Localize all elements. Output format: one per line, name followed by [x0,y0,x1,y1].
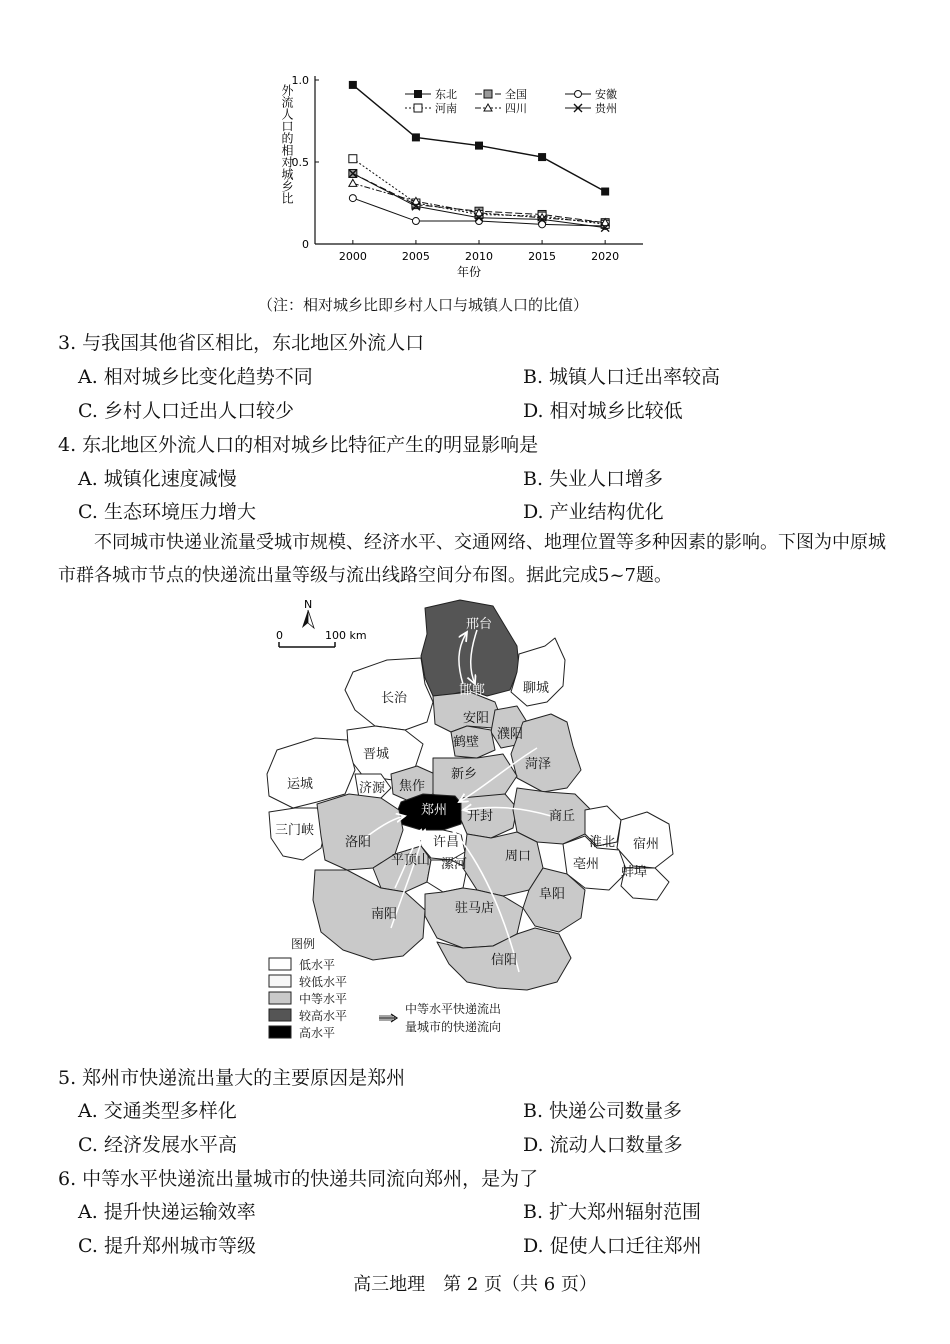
q5-option-d[interactable]: D. 流动人口数量多 [523,1134,683,1156]
q4-option-d[interactable]: D. 产业结构优化 [523,501,664,523]
marker-filled-square [414,90,422,98]
city-fuyang: 阜阳 [539,887,566,902]
city-handan: 邯郸 [459,683,486,698]
q6-option-b[interactable]: B. 扩大郑州辐射范围 [523,1201,702,1223]
marker-open-square [349,155,357,163]
q3-option-d[interactable]: D. 相对城乡比较低 [523,400,683,422]
marker-circle [412,218,419,225]
city-xinxiang: 新乡 [451,767,478,782]
north-arrow-icon [302,598,314,628]
marker-triangle [349,179,357,186]
marker-filled-square [601,188,609,196]
legend-label: 河南 [435,102,457,115]
city-huaibei: 淮北 [589,835,616,850]
marker-gray-square [484,90,492,98]
city-bozhou: 亳州 [573,857,600,872]
city-luohe: 漯河 [441,857,468,872]
question-3-stem: 3. 与我国其他省区相比，东北地区外流人口 [58,332,425,354]
line-chart [265,60,665,285]
legend-high: 高水平 [299,1026,336,1040]
y-tick-label: 1.0 [291,74,309,87]
city-jiyuan: 济源 [359,781,386,796]
marker-filled-square [349,81,357,89]
marker-filled-square [538,153,546,161]
marker-filled-square [475,142,483,150]
city-nanyang: 南阳 [371,907,398,922]
question-6-stem: 6. 中等水平快递流出量城市的快递共同流向郑州，是为了 [58,1168,539,1190]
express-flow-map [255,598,675,1048]
y-tick-label: 0 [302,238,309,251]
legend-swatch-low [269,958,291,970]
q5-option-b[interactable]: B. 快递公司数量多 [523,1100,683,1122]
legend-swatch-medium [269,992,291,1004]
q4-option-b[interactable]: B. 失业人口增多 [523,468,664,490]
city-luoyang: 洛阳 [345,835,372,850]
marker-circle [575,91,582,98]
city-suzhou: 宿州 [633,837,660,852]
city-heze: 菏泽 [525,757,552,772]
svg-text:0: 0 [276,629,283,642]
svg-text:100 km: 100 km [325,629,367,642]
city-liaocheng: 聊城 [523,681,550,696]
legend-swatch-lower [269,975,291,987]
legend-title: 图例 [291,937,316,951]
marker-circle [349,195,356,202]
q6-option-c[interactable]: C. 提升郑州城市等级 [78,1235,256,1257]
legend-arrow-text-2: 量城市的快递流向 [405,1020,502,1034]
legend-label: 贵州 [595,102,617,115]
legend-label: 全国 [505,88,527,101]
city-xingtai: 邢台 [466,617,493,632]
city-kaifeng: 开封 [467,809,494,824]
y-axis-label: 外流人口的相对城乡比 [280,84,294,204]
x-tick-label: 2015 [528,250,557,263]
legend-label: 四川 [505,102,527,115]
legend-medium: 中等水平 [299,992,348,1006]
x-tick-label: 2020 [591,250,620,263]
intro-paragraph: 不同城市快递业流量受城市规模、经济水平、交通网络、地理位置等多种因素的影响。下图为中原城市群各城市节点的快递流出量等级与流出线路空间分布图。据此完成5~7题。 [58,532,886,586]
q5-option-a[interactable]: A. 交通类型多样化 [78,1100,237,1122]
x-axis-label: 年份 [456,265,482,279]
city-jiaozuo: 焦作 [399,779,426,794]
city-bengbu: 蚌埠 [621,865,648,880]
series-line-东北 [353,85,605,192]
marker-filled-square [412,133,420,141]
city-yuncheng: 运城 [287,777,314,792]
city-sanmenxia: 三门峡 [275,823,315,838]
city-pingdingshan: 平顶山 [391,853,431,868]
north-label: N [304,598,313,611]
city-anyang: 安阳 [463,711,490,726]
legend-low: 低水平 [299,958,336,972]
city-zhumadian: 驻马店 [455,901,495,916]
scale-bar [276,629,367,647]
q6-option-a[interactable]: A. 提升快递运输效率 [78,1201,256,1223]
legend-lower: 较低水平 [299,975,348,989]
y-tick-label: 0.5 [291,156,309,169]
q4-option-c[interactable]: C. 生态环境压力增大 [78,501,256,523]
legend-arrow-text-1: 中等水平快递流出 [405,1002,502,1016]
q6-option-d[interactable]: D. 促使人口迁往郑州 [523,1235,702,1257]
city-changzhi: 长治 [381,691,408,706]
city-xinyang: 信阳 [491,953,518,968]
x-tick-label: 2010 [465,250,493,263]
city-shangqiu: 商丘 [549,809,576,824]
legend-arrow-icon [379,1014,397,1022]
question-4-stem: 4. 东北地区外流人口的相对城乡比特征产生的明显影响是 [58,434,539,456]
legend-higher: 较高水平 [299,1009,348,1023]
chart-note: （注：相对城乡比即乡村人口与城镇人口的比值） [258,296,589,314]
page-footer: 高三地理 第 2 页（共 6 页） [353,1274,597,1295]
q3-option-a[interactable]: A. 相对城乡比变化趋势不同 [78,366,313,388]
legend-label: 安徽 [595,88,617,101]
legend-swatch-high [269,1026,291,1038]
city-puyang: 濮阳 [497,727,524,742]
city-zhoukou: 周口 [505,849,532,864]
region-xingtai-handan [421,600,519,696]
region-heze [511,714,581,792]
q5-option-c[interactable]: C. 经济发展水平高 [78,1134,237,1156]
q3-option-b[interactable]: B. 城镇人口迁出率较高 [523,366,721,388]
marker-open-square [414,104,422,112]
q3-option-c[interactable]: C. 乡村人口迁出人口较少 [78,400,294,422]
city-jincheng: 晋城 [363,747,390,762]
legend-swatch-higher [269,1009,291,1021]
legend-label: 东北 [435,88,457,101]
question-5-stem: 5. 郑州市快递流出量大的主要原因是郑州 [58,1067,406,1089]
x-tick-label: 2000 [338,250,367,263]
city-xuchang: 许昌 [433,835,460,850]
q4-option-a[interactable]: A. 城镇化速度减慢 [78,468,237,490]
city-hebi: 鹤壁 [453,735,480,750]
x-tick-label: 2005 [401,250,430,263]
city-zhengzhou: 郑州 [421,803,448,818]
